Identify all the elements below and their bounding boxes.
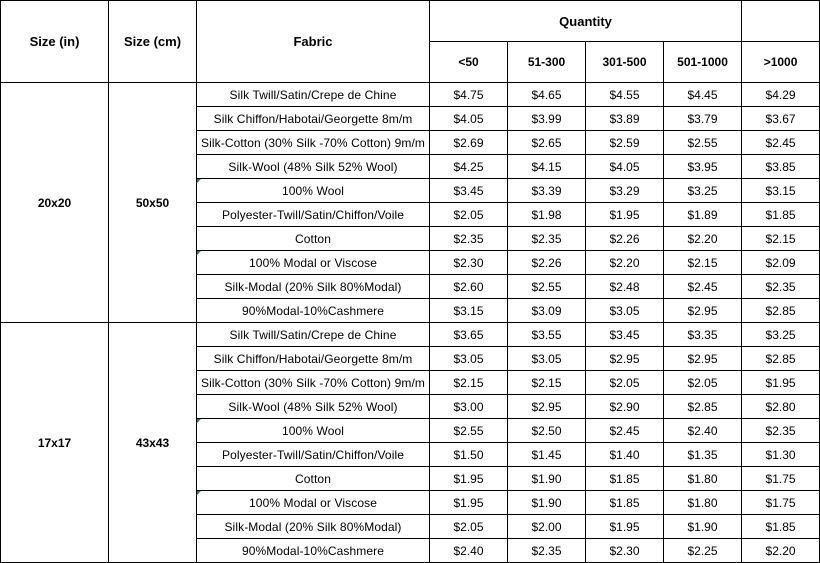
price-cell: $1.75 [742,491,820,515]
fabric-cell: Silk-Cotton (30% Silk -70% Cotton) 9m/m [197,131,430,155]
price-cell: $3.05 [508,347,586,371]
price-cell: $2.55 [508,275,586,299]
fabric-cell: Silk Chiffon/Habotai/Georgette 8m/m [197,107,430,131]
fabric-cell: 100% Modal or Viscose [197,251,430,275]
price-cell: $2.30 [586,539,664,563]
fabric-cell: Silk Twill/Satin/Crepe de Chine [197,323,430,347]
fabric-cell: 100% Wool [197,419,430,443]
fabric-header: Fabric [197,1,430,83]
tier-header: >1000 [742,42,820,83]
price-cell: $2.55 [430,419,508,443]
fabric-cell: Silk Chiffon/Habotai/Georgette 8m/m [197,347,430,371]
fabric-cell: Silk-Modal (20% Silk 80%Modal) [197,515,430,539]
price-cell: $2.35 [742,275,820,299]
price-cell: $1.30 [742,443,820,467]
price-cell: $2.25 [664,539,742,563]
price-cell: $2.69 [430,131,508,155]
table-row [1,83,820,107]
fabric-cell: 100% Wool [197,179,430,203]
price-cell: $3.45 [586,323,664,347]
price-cell: $1.89 [664,203,742,227]
price-cell: $1.85 [742,203,820,227]
price-cell: $1.95 [430,467,508,491]
price-cell: $1.35 [664,443,742,467]
price-cell: $1.90 [664,515,742,539]
price-cell: $2.35 [742,419,820,443]
price-cell: $2.95 [664,299,742,323]
price-cell: $1.95 [586,515,664,539]
size-cm-cell: 43x43 [109,323,197,563]
price-cell: $1.95 [430,491,508,515]
price-cell: $3.15 [742,179,820,203]
price-cell: $4.05 [586,155,664,179]
table-header [1,1,820,83]
fabric-cell: Silk-Modal (20% Silk 80%Modal) [197,275,430,299]
size-in-cell: 20x20 [1,83,109,323]
price-cell: $2.35 [508,539,586,563]
fabric-cell: Cotton [197,467,430,491]
price-cell: $2.65 [508,131,586,155]
price-cell: $2.45 [586,419,664,443]
price-cell: $2.60 [430,275,508,299]
price-cell: $2.20 [742,539,820,563]
price-cell: $2.40 [430,539,508,563]
price-cell: $1.80 [664,467,742,491]
fabric-cell: Silk-Wool (48% Silk 52% Wool) [197,155,430,179]
size-in-header: Size (in) [1,1,109,83]
price-cell: $2.95 [664,347,742,371]
price-cell: $1.85 [586,467,664,491]
price-cell: $2.30 [430,251,508,275]
price-cell: $2.05 [430,203,508,227]
tier-header: <50 [430,42,508,83]
price-cell: $3.85 [742,155,820,179]
price-cell: $1.95 [742,371,820,395]
price-cell: $3.79 [664,107,742,131]
price-cell: $1.90 [508,491,586,515]
price-cell: $3.25 [664,179,742,203]
price-cell: $3.05 [430,347,508,371]
price-cell: $3.09 [508,299,586,323]
price-cell: $1.85 [586,491,664,515]
fabric-cell: Silk-Cotton (30% Silk -70% Cotton) 9m/m [197,371,430,395]
price-cell: $2.15 [430,371,508,395]
price-cell: $3.89 [586,107,664,131]
price-cell: $1.50 [430,443,508,467]
price-cell: $3.00 [430,395,508,419]
tier-header: 301-500 [586,42,664,83]
price-cell: $2.45 [664,275,742,299]
price-cell: $1.80 [664,491,742,515]
price-cell: $2.15 [742,227,820,251]
price-cell: $4.75 [430,83,508,107]
fabric-cell: 90%Modal-10%Cashmere [197,539,430,563]
price-cell: $2.26 [508,251,586,275]
price-cell: $1.45 [508,443,586,467]
price-cell: $3.29 [586,179,664,203]
price-cell: $2.48 [586,275,664,299]
price-cell: $3.55 [508,323,586,347]
fabric-cell: Silk-Wool (48% Silk 52% Wool) [197,395,430,419]
price-cell: $2.05 [430,515,508,539]
price-cell: $2.15 [508,371,586,395]
price-cell: $2.80 [742,395,820,419]
price-cell: $4.15 [508,155,586,179]
fabric-cell: 90%Modal-10%Cashmere [197,299,430,323]
price-cell: $4.25 [430,155,508,179]
price-cell: $3.25 [742,323,820,347]
price-cell: $3.99 [508,107,586,131]
price-cell: $4.65 [508,83,586,107]
price-cell: $1.95 [586,203,664,227]
price-cell: $2.35 [430,227,508,251]
quantity-header-blank [742,1,820,42]
fabric-cell: Silk Twill/Satin/Crepe de Chine [197,83,430,107]
price-cell: $2.20 [586,251,664,275]
fabric-cell: Cotton [197,227,430,251]
tier-header: 51-300 [508,42,586,83]
price-cell: $3.15 [430,299,508,323]
price-cell: $2.45 [742,131,820,155]
fabric-cell: Polyester-Twill/Satin/Chiffon/Voile [197,443,430,467]
size-in-cell: 17x17 [1,323,109,563]
price-cell: $3.67 [742,107,820,131]
price-cell: $1.75 [742,467,820,491]
price-cell: $4.29 [742,83,820,107]
price-cell: $2.35 [508,227,586,251]
price-cell: $2.85 [742,347,820,371]
price-cell: $2.40 [664,419,742,443]
price-cell: $1.90 [508,467,586,491]
price-cell: $2.85 [664,395,742,419]
price-cell: $2.05 [664,371,742,395]
price-cell: $4.45 [664,83,742,107]
price-cell: $1.85 [742,515,820,539]
table-row [1,323,820,347]
price-cell: $2.85 [742,299,820,323]
price-cell: $2.09 [742,251,820,275]
fabric-cell: 100% Modal or Viscose [197,491,430,515]
price-cell: $2.15 [664,251,742,275]
price-cell: $1.40 [586,443,664,467]
size-cm-header: Size (cm) [109,1,197,83]
tier-header: 501-1000 [664,42,742,83]
price-cell: $3.65 [430,323,508,347]
price-cell: $3.45 [430,179,508,203]
price-cell: $2.20 [664,227,742,251]
header-row-top [1,1,820,42]
price-cell: $4.05 [430,107,508,131]
price-cell: $2.95 [508,395,586,419]
price-cell: $3.05 [586,299,664,323]
price-cell: $3.39 [508,179,586,203]
price-cell: $1.98 [508,203,586,227]
quantity-header: Quantity [430,1,742,42]
price-cell: $2.50 [508,419,586,443]
price-cell: $2.95 [586,347,664,371]
price-cell: $2.59 [586,131,664,155]
size-cm-cell: 50x50 [109,83,197,323]
price-cell: $3.35 [664,323,742,347]
price-cell: $2.55 [664,131,742,155]
table-body [1,83,820,563]
price-cell: $3.95 [664,155,742,179]
price-cell: $4.55 [586,83,664,107]
price-cell: $2.00 [508,515,586,539]
fabric-cell: Polyester-Twill/Satin/Chiffon/Voile [197,203,430,227]
price-cell: $2.26 [586,227,664,251]
price-cell: $2.90 [586,395,664,419]
price-cell: $2.05 [586,371,664,395]
